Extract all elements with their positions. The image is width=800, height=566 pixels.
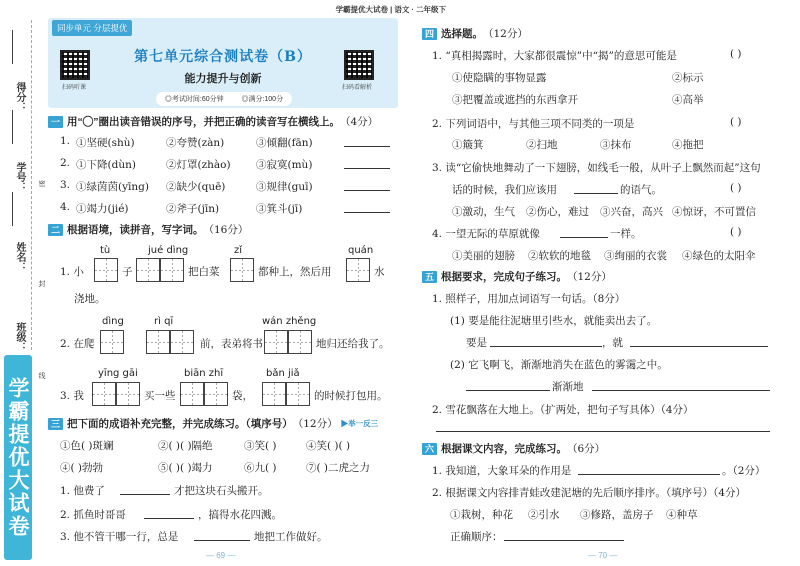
answer-blank[interactable] [490,335,602,347]
option[interactable]: ①使隐瞒的事物显露 [452,72,547,84]
question-text: 正确顺序： [450,531,503,543]
answer-blank[interactable] [630,335,768,347]
option[interactable]: ③抹布 [600,139,632,151]
class-line [12,192,13,226]
page-title: 第七单元综合测试卷（B） [134,49,312,65]
section-heading [422,269,612,284]
section-points: （12分） [292,418,338,430]
list-item: 2. ①下降(dùn) ②灯罩(zhào) ③寂寞(mù) [60,157,313,171]
section-title: 选择题。 [441,28,483,40]
example-badge[interactable]: ▶举一反三 [340,419,379,428]
option[interactable]: ②扫地 [526,139,558,151]
option[interactable]: ④绿色的太阳伞 [682,250,756,262]
answer-blank[interactable] [592,379,770,391]
question-text: 袋， [232,390,253,402]
question-text: 2. 在爬 [60,338,95,350]
student-id-label: 学号： [14,162,25,192]
option[interactable]: ③兴奋，高兴 [600,206,663,218]
section-points: （6分） [567,443,606,455]
question-text: 的语气。 [620,184,662,196]
cut-mark: 密 [38,180,45,187]
writing-grid[interactable] [136,258,160,282]
question-text: 4. 一望无际的草原就像 [432,228,540,240]
writing-grid[interactable] [160,258,184,282]
writing-grid[interactable] [170,330,194,354]
question-text: 。（2分） [722,465,766,477]
question-text: 的时候打包用。 [314,390,388,402]
section-number: 五 [422,271,437,283]
question-text: 1. 他费了 [60,485,105,497]
exam-meta [156,92,292,106]
section-points: （16分） [203,224,249,236]
answer-blank[interactable] [466,379,550,391]
section-title: 根据语境，读拼音，写字词。 [67,224,204,236]
writing-grid[interactable] [116,382,140,406]
option[interactable]: ①美丽的翅膀 [452,250,515,262]
option[interactable]: ②软软的地毯 [528,250,591,262]
page-number: — 69 — [206,551,236,560]
name-line [12,30,13,64]
writing-grid[interactable] [346,258,370,282]
qr-caption: 扫码看解析 [342,85,373,91]
writing-grid[interactable] [204,382,228,406]
option[interactable]: ④高举 [672,94,704,106]
section-heading [422,441,605,456]
question-text: 子 [122,266,133,278]
question-text: 话的时候，我们应该用 [452,184,557,196]
binding-sidebar [0,0,48,566]
question-text: 2. 抓鱼时哥哥 [60,509,126,521]
cut-mark: 线 [38,372,45,379]
section-points: （4分） [340,116,379,128]
question-text: ，就 [602,337,623,349]
pinyin: wán zhěng [262,316,317,327]
option[interactable]: ③绚丽的衣裳 [604,250,667,262]
writing-grid[interactable] [286,382,310,406]
page-subtitle: 能力提升与创新 [184,73,262,85]
question-text: 买一些 [144,390,176,402]
section-number: 六 [422,443,437,455]
answer-blank[interactable] [120,483,170,495]
writing-grid[interactable] [100,330,124,354]
section-number: 一 [48,116,63,128]
series-label: 学霸提优大试卷 | 语文 · 二年级下 [335,5,446,14]
question-text: 3. 读“它偷快地舞动了一下翅膀，如线毛一般，从叶子上飘然而起”这句 [432,162,761,174]
writing-grid[interactable] [264,330,288,354]
question-text: 渐渐地 [552,381,584,393]
example-sentence: (1) 要是能往泥塘里引些水，就能卖出去了。 [450,315,658,327]
option[interactable]: ④拖把 [672,139,704,151]
option[interactable]: ②伤心，难过 [526,206,589,218]
question-text: 3. 我 [60,390,84,402]
question-text: 都种上，然后用 [258,266,332,278]
answer-blank[interactable] [578,463,720,475]
answer-blank[interactable] [144,507,194,519]
answer-paren[interactable]: ( ) [730,182,742,194]
answer-paren[interactable]: ( ) [730,48,742,60]
pinyin: quán [348,245,374,256]
writing-grid[interactable] [146,330,170,354]
pinyin: yīng gāi [98,368,138,379]
writing-grid[interactable] [262,382,286,406]
answer-paren[interactable]: ( ) [730,226,742,238]
question-text: 要是 [466,337,487,349]
question-text: 一样。 [610,228,642,240]
question-text: 浇地。 [74,293,106,305]
left-page [48,0,446,566]
cut-line [31,20,32,350]
series-tag: 同步单元 分层提优 [52,20,132,36]
option[interactable]: ①激动，生气 [452,206,515,218]
question-text: 1. 照样子，用加点词语写一句话。（8分） [432,293,626,305]
list-item: ④( )勃勃 ⑤( )( )竭力 ⑥九( ) ⑦( )二虎之力 [60,462,371,474]
section-heading [48,222,248,237]
section-title: 根据要求，完成句子练习。 [441,271,567,283]
option[interactable]: ④种草 [666,509,698,521]
brand-banner: 学霸提优大试卷 [4,355,32,560]
question-text: 地归还给我了。 [316,338,390,350]
answer-blank[interactable] [560,226,608,238]
question-text: 1. 小 [60,266,84,278]
pinyin: biān zhī [184,368,224,379]
time-limit: ◎考试时间:60分钟 [164,96,224,103]
question-text: 地把工作做好。 [254,531,328,543]
section-heading [48,114,378,129]
id-line [12,110,13,144]
question-text: 2. 雪花飘落在大地上。（扩两处，把句子写具体）（4分） [432,404,694,416]
pinyin: bǎn jiǎ [266,368,300,379]
pinyin: tù [100,245,111,256]
section-points: （12分） [567,271,612,283]
name-label: 姓名： [14,242,25,272]
question-text: 把白菜 [188,266,220,278]
question-text: 3. 他不管干哪一行，总是 [60,531,179,543]
section-number: 二 [48,224,63,236]
pinyin: rì qī [154,316,174,327]
option[interactable]: ②引水 [528,509,560,521]
answer-blank[interactable] [344,201,390,213]
option[interactable]: ①簸箕 [452,139,484,151]
list-item: 1. ①坚硬(shù) ②夸赞(zàn) ③倾翻(fān) [60,135,313,149]
answer-blank[interactable] [436,420,770,432]
section-heading [48,416,378,431]
page-number: — 70 — [588,551,618,560]
question-text: 1. 我知道，大象耳朵的作用是 [432,465,572,477]
writing-grid[interactable] [92,382,116,406]
right-page [400,0,800,566]
writing-grid[interactable] [180,382,204,406]
list-item: ①色( )斑斓 ②( )( )隔绝 ③笑( ) ④笑( )( ) [60,440,351,452]
option[interactable]: ①栽树，种花 [450,509,513,521]
cut-mark: 封 [38,280,45,287]
qr-caption: 扫码听课 [62,85,87,91]
pinyin: zǐ [234,245,243,256]
section-heading [422,26,528,41]
option[interactable]: ③把覆盖或遮挡的东西拿开 [452,94,578,106]
answer-blank[interactable] [194,529,250,541]
question-text: ，搞得水花四溅。 [198,509,282,521]
answer-blank[interactable] [344,179,390,191]
question-text: 1. “真相揭露时，大家都很震惊”中“揭”的意思可能是 [432,50,677,62]
section-title: 用“◯”圈出读音错误的序号，并把正确的读音写在横线上。 [67,116,340,128]
full-score: ◎满分:100分 [241,96,284,103]
question-text: 2. 根据课文内容排青蛙改建泥塘的先后顺序排序。（填序号）（4分） [432,487,747,499]
pinyin: dìng [102,316,124,327]
option[interactable]: ③修路，盖房子 [580,509,654,521]
question-text: 前，表弟将书 [200,338,263,350]
writing-grid[interactable] [230,258,254,282]
option[interactable]: ②标示 [672,72,704,84]
writing-grid[interactable] [94,258,118,282]
question-text: 2. 下列词语中，与其他三项不同类的一项是 [432,118,635,130]
writing-grid[interactable] [288,330,312,354]
answer-blank[interactable] [504,529,624,541]
question-text: 才把这块石头搬开。 [174,485,269,497]
test-header [48,5,446,108]
option[interactable]: ④惊讶，不可置信 [672,206,756,218]
list-item: 3. ①绿茵茵(yīng) ②缺少(quē) ③规律(guī) [60,179,313,193]
list-item: 4. ①竭力(jié) ②斧子(jīn) ③箕斗(jī) [60,201,303,215]
section-title: 根据课文内容，完成练习。 [441,443,567,455]
answer-paren[interactable]: ( ) [730,116,742,128]
section-title: 把下面的成语补充完整，并完成练习。（填序号） [67,418,293,430]
section-points: （12分） [483,28,528,40]
pinyin: jué dìng [148,245,189,256]
example-sentence: (2) 它飞啊飞，渐渐地消失在蓝色的雾霭之中。 [450,359,668,371]
question-text: 水 [374,266,385,278]
answer-blank[interactable] [344,157,390,169]
answer-blank[interactable] [574,182,618,194]
score-label: 得分： [14,82,25,112]
section-number: 四 [422,28,437,40]
class-label: 班级： [14,322,25,352]
answer-blank[interactable] [344,135,390,147]
section-number: 三 [48,418,63,430]
